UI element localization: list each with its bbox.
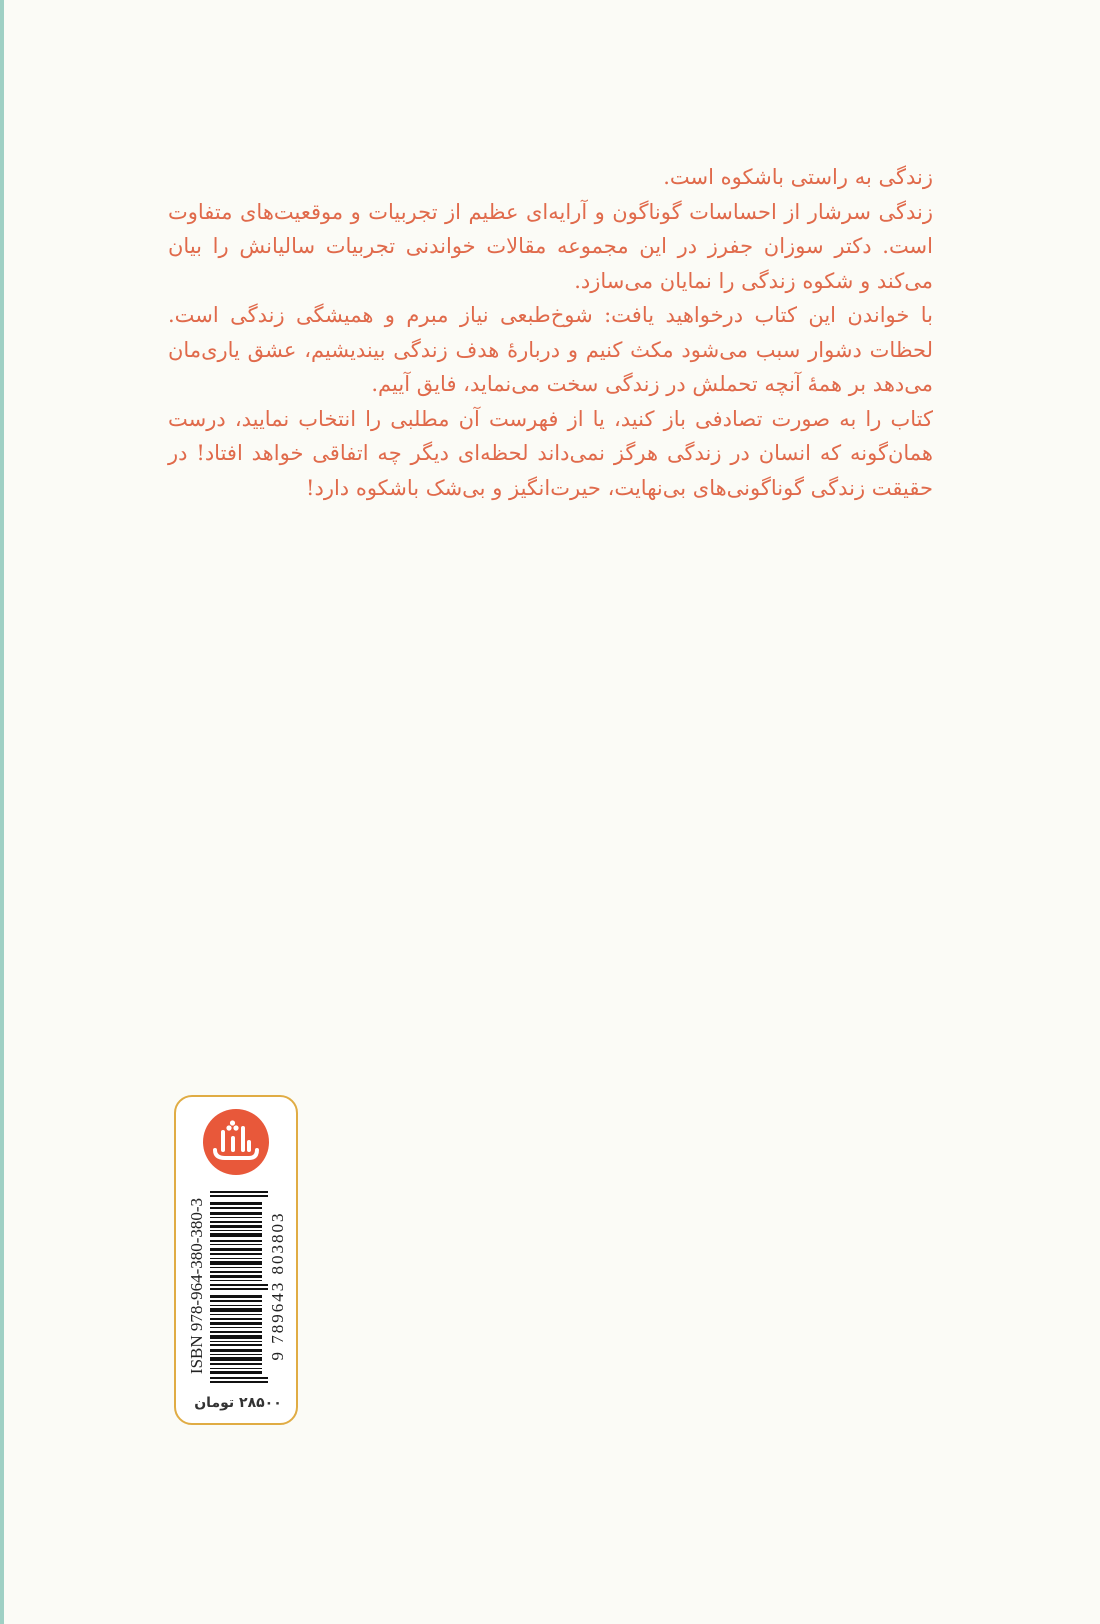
back-cover-blurb	[168, 160, 933, 505]
barcode-area	[186, 1185, 290, 1387]
barcode	[210, 1189, 268, 1383]
blurb-paragraph-2: زندگی سرشار از احساسات گوناگون و آرایه‌ای عظیم از تجربیات و موقعیت‌های متفاوت است. دکتر سوزان جفرز در این مجموعه مقالات خواندنی تجربیات سالیانش را بیان می‌کند و شکوه زندگی را نمایان می‌سازد.	[168, 199, 933, 293]
publisher-logo-icon	[209, 1120, 263, 1164]
isbn-number: ISBN 978-964-380-380-3	[187, 1197, 206, 1375]
price-label: ۲۸۵۰۰ تومان	[194, 1395, 282, 1411]
spine-edge	[0, 0, 4, 1624]
blurb-paragraph-1: زندگی به راستی باشکوه است.	[663, 165, 933, 189]
publisher-logo	[203, 1109, 269, 1175]
blurb-paragraph-4: کتاب را به صورت تصادفی باز کنید، یا از فهرست آن مطلبی را انتخاب نمایید، درست همان‌گونه که انسان در زندگی هرگز نمی‌داند لحظه‌ای دیگر چه اتفاقی خواهد افتاد! در حقیقت زندگی گوناگونی‌های بی‌نهایت، حیرت‌انگیز و بی‌شک باشکوه دارد!	[168, 406, 933, 500]
isbn-price-box	[174, 1095, 298, 1425]
barcode-digits: 9 789643 803803	[268, 1211, 287, 1361]
blurb-paragraph-3: با خواندن این کتاب درخواهید یافت: شوخ‌طبعی نیاز مبرم و همیشگی زندگی است. لحظات دشوار سبب می‌شود مکث کنیم و دربارهٔ هدف زندگی بیندیشیم، عشق یاری‌مان می‌دهد بر همهٔ آنچه تحملش در زندگی سخت می‌نماید، فایق آییم.	[168, 303, 933, 396]
